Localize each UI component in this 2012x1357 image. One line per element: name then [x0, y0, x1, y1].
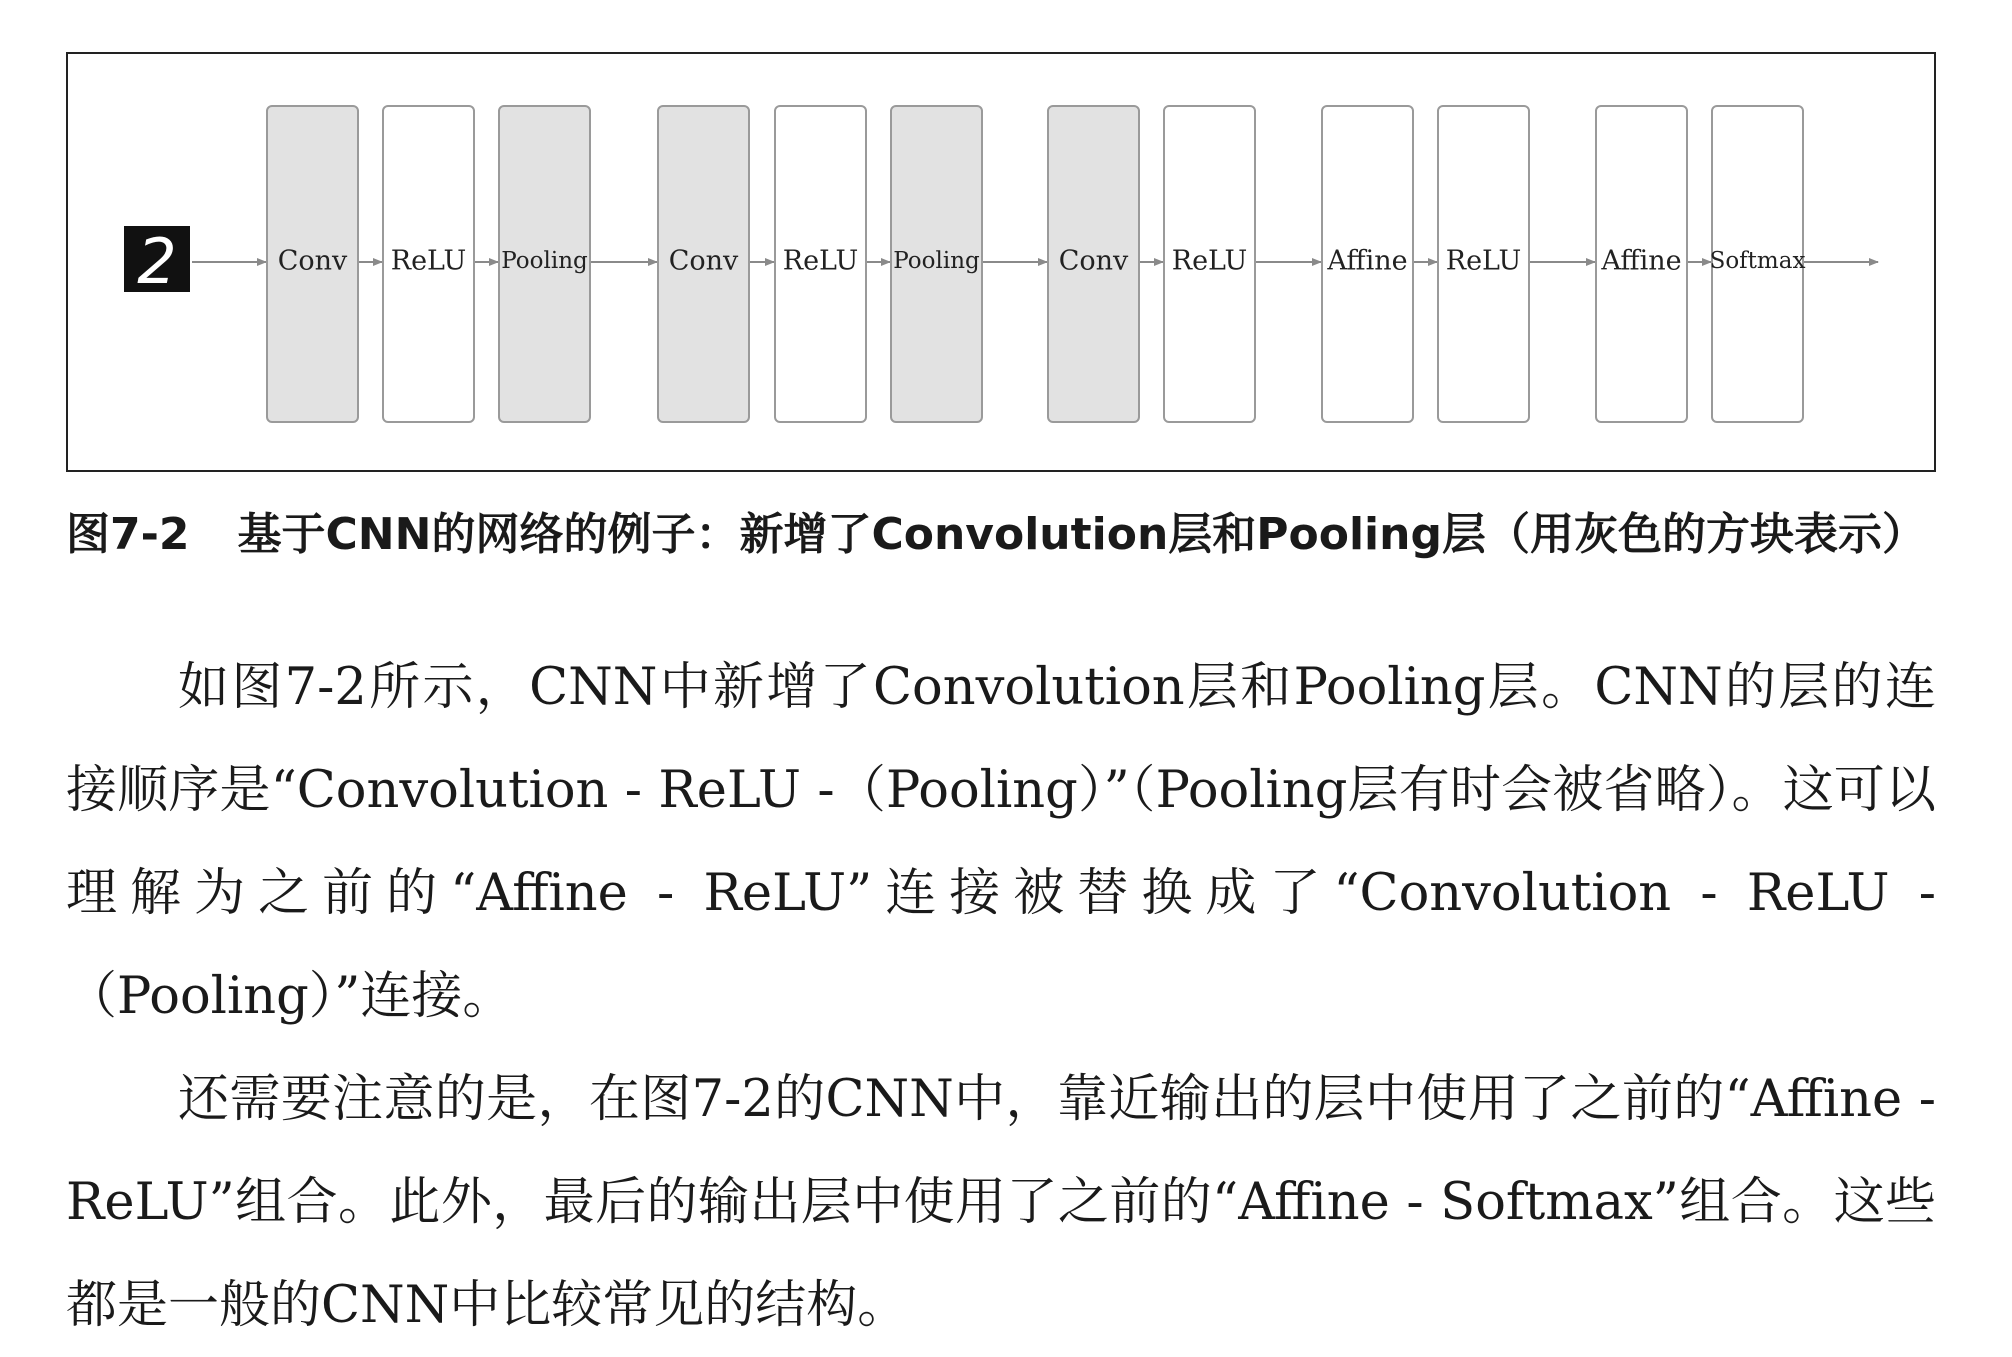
layer-label: ReLU: [1445, 245, 1522, 277]
layer-box-conv: [267, 106, 358, 422]
layer-label: ReLU: [390, 245, 467, 277]
layer-label: ReLU: [1171, 245, 1248, 277]
figure-caption: [66, 498, 1966, 562]
layer-box-relu: [383, 106, 474, 422]
figure-frame: [66, 52, 1936, 472]
layer-box-relu: [775, 106, 866, 422]
layer-label: Conv: [1058, 245, 1129, 277]
layer-label: Conv: [277, 245, 348, 277]
input-digit-label: 2: [137, 225, 177, 298]
layer-box-conv: [1048, 106, 1139, 422]
caption-text: 基于CNN的网络的例子：新增了Convolution层和Pooling层（用灰色的方块表示）: [237, 509, 1926, 560]
layer-box-conv: [658, 106, 749, 422]
layer-label: Conv: [668, 245, 739, 277]
layer-box-relu: [1438, 106, 1529, 422]
input-digit-image: [124, 225, 190, 298]
layer-label: Softmax: [1709, 248, 1806, 274]
layer-label: Affine: [1601, 245, 1682, 277]
layer-box-affine: [1322, 106, 1413, 422]
body-paragraph-1: 如图7-2所示，CNN中新增了Convolution层和Pooling层。CNN的层的连接顺序是“Convolution - ReLU -（Pooling）”（Pooling层有时会被省略）。这可以理解为之前的“Affine - ReLU”连接被替换成了“Convolution - ReLU -（Pooling）”连接。: [66, 658, 1936, 1026]
figure-number: 图7-2: [66, 509, 190, 560]
layer-box-relu: [1164, 106, 1255, 422]
cnn-architecture-diagram: [68, 54, 1934, 470]
layer-label: Pooling: [893, 248, 980, 274]
layer-box-affine: [1596, 106, 1687, 422]
layer-box-pooling: [891, 106, 982, 422]
layer-box-softmax: [1710, 106, 1806, 422]
layer-label: ReLU: [782, 245, 859, 277]
layer-label: Affine: [1327, 245, 1408, 277]
layer-box-pooling: [499, 106, 590, 422]
body-paragraph-2: 还需要注意的是，在图7-2的CNN中，靠近输出的层中使用了之前的“Affine - ReLU”组合。此外，最后的输出层中使用了之前的“Affine - Softmax”组合。这些都是一般的CNN中比较常见的结构。: [66, 1070, 1936, 1335]
layer-label: Pooling: [501, 248, 588, 274]
